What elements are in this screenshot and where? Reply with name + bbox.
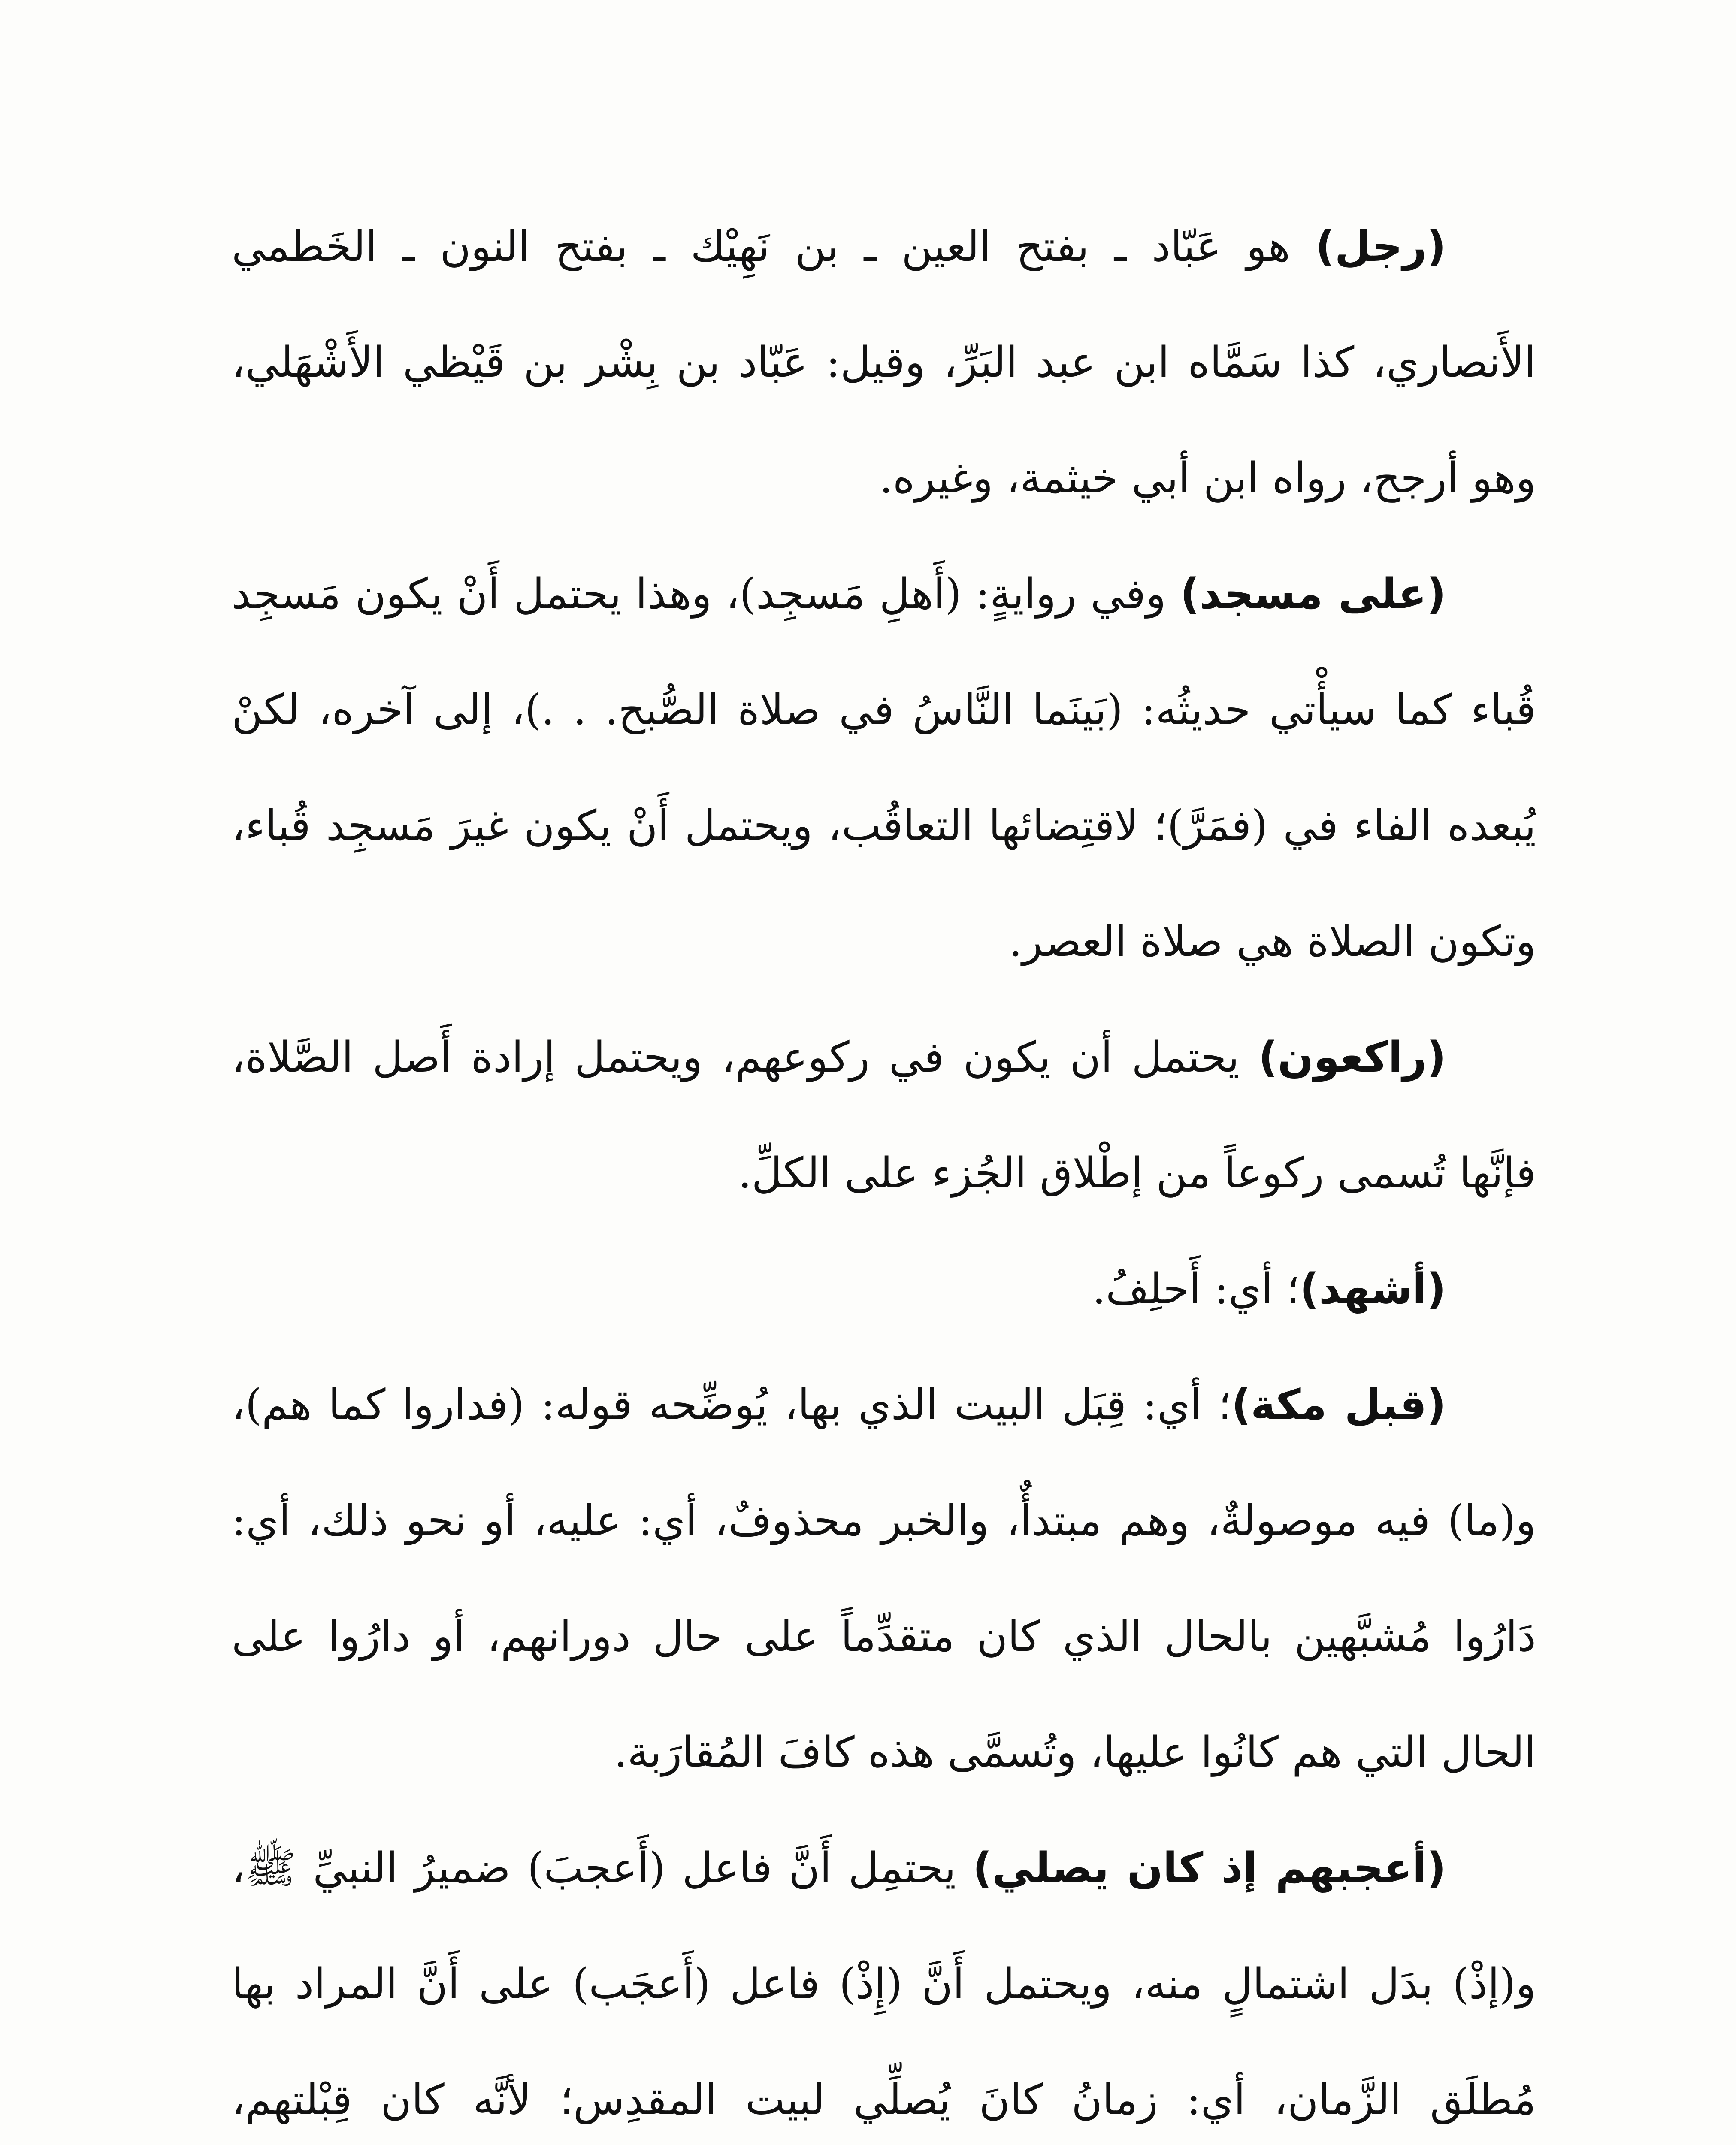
paragraph-lead: (قبل مكة) — [1231, 1381, 1446, 1429]
paragraph-body: ؛ أي: أَحلِفُ. — [1092, 1265, 1300, 1314]
paragraph-body: ؛ أي: قِبَل البيت الذي بها، يُوضِّحه قوله: (فداروا كما هم)، و(ما) فيه موصولةٌ، وهم مبتدأٌ، والخبر محذوفٌ، أي: عليه، أو نحو ذلك، أي: دَارُوا مُشبَّهين بالحال الذي كان متقدِّماً على حال دورانهم، أو دارُوا على الحال التي هم كانُوا عليها، وتُسمَّى هذه كافَ المُقارَبة. — [232, 1381, 1536, 1777]
paragraph-lead: (أشهد) — [1300, 1265, 1446, 1314]
paragraph-body: يحتمل أن يكون في ركوعهم، ويحتمل إرادة أَصل الصَّلاة، فإنَّها تُسمى ركوعاً من إطْلاق الجُزء على الكلِّ. — [232, 1033, 1536, 1198]
paragraph-lead: (رجل) — [1315, 222, 1446, 271]
paragraph-ala-masjid — [232, 536, 1536, 1000]
paragraph-ashhad — [232, 1231, 1536, 1347]
paragraph-ajabahum — [232, 1810, 1536, 2145]
paragraph-rakioon — [232, 1000, 1536, 1231]
paragraph-qibal-makkah — [232, 1347, 1536, 1810]
commentary-text — [232, 189, 1536, 2145]
paragraph-rajul — [232, 189, 1536, 536]
paragraph-body: هو عَبّاد ـ بفتح العين ـ بن نَهِيْك ـ بفتح النون ـ الخَطمي الأَنصاري، كذا سَمَّاه ابن عبد البَرِّ، وقيل: عَبّاد بن بِشْر بن قَيْظي الأَشْهَلي، وهو أرجح، رواه ابن أبي خيثمة، وغيره. — [232, 222, 1536, 503]
paragraph-body: يحتمِل أَنَّ فاعل (أَعجبَ) ضميرُ النبيِّ ﷺ، و(إذْ) بدَل اشتمالٍ منه، ويحتمل أَنَّ (إِذْ) فاعل (أَعجَب) على أَنَّ المراد بها مُطلَق الزَّمان، أي: زمانُ كانَ يُصلِّي لبيت المقدِس؛ لأنَّه كان قِبْلتهم، — [232, 1844, 1536, 2124]
paragraph-lead: (أعجبهم إذ كان يصلي) — [973, 1844, 1446, 1893]
paragraph-lead: (على مسجد) — [1180, 570, 1446, 619]
paragraph-lead: (راكعون) — [1258, 1033, 1446, 1082]
paragraph-body: وفي روايةٍ: (أَهلِ مَسجِد)، وهذا يحتمل أَنْ يكون مَسجِد قُباء كما سيأْتي حديثُه: (بَينَما النَّاسُ في صلاة الصُّبح. . .)، إلى آخره، لكنْ يُبعده الفاء في (فمَرَّ)؛ لاقتِضائها التعاقُب، ويحتمل أَنْ يكون غيرَ مَسجِد قُباء، وتكون الصلاة هي صلاة العصر. — [232, 570, 1536, 966]
